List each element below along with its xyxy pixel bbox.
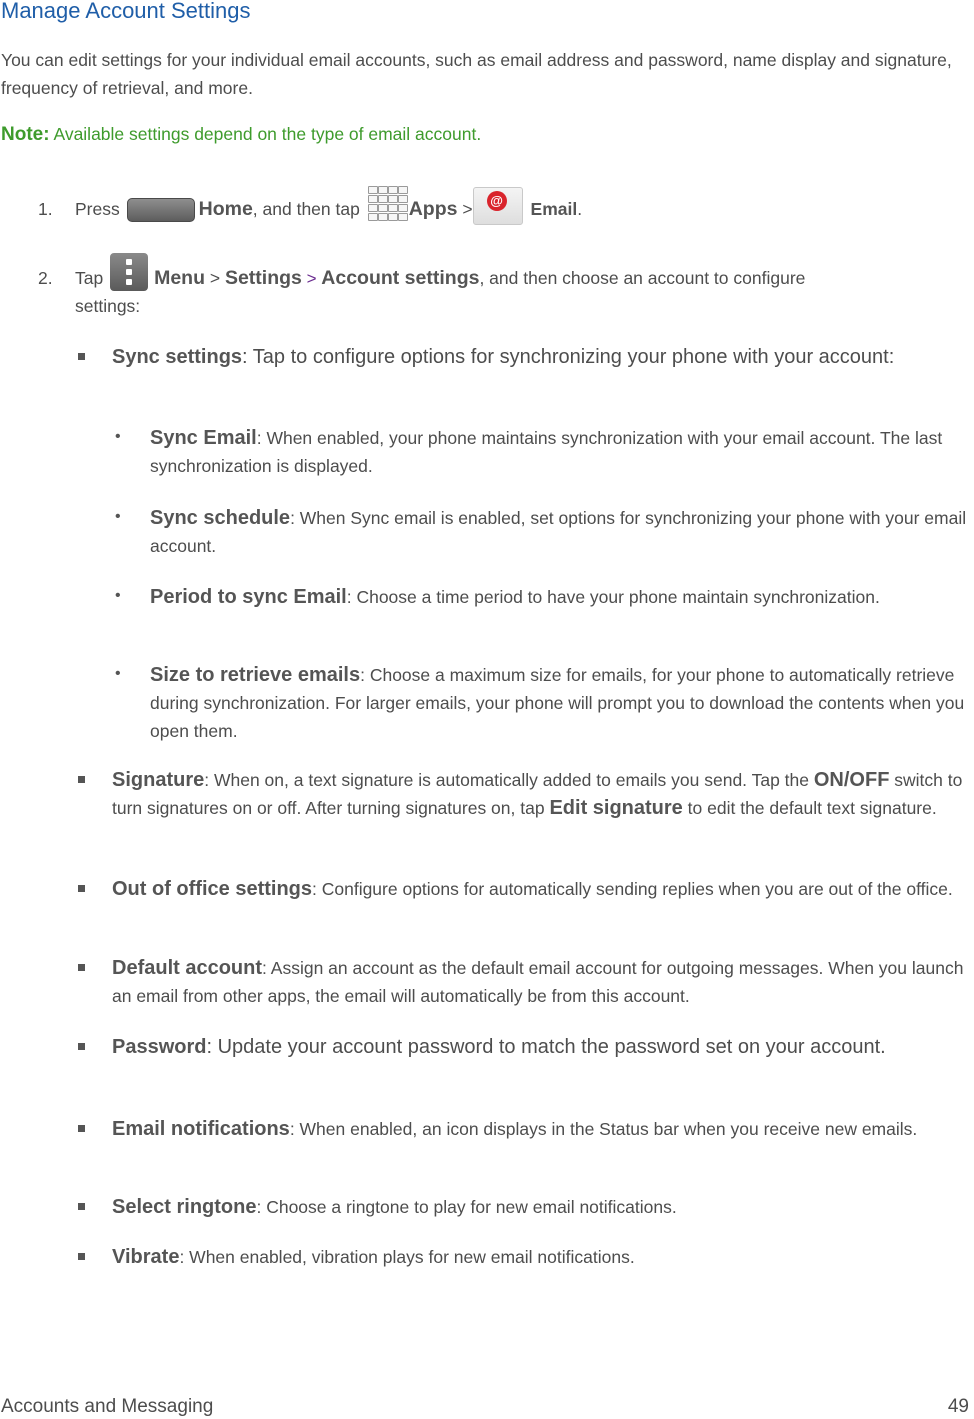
step-text-part: , and then tap xyxy=(252,199,365,219)
list-item-password xyxy=(112,1032,972,1062)
page-number: 49 xyxy=(947,1396,969,1417)
square-bullet xyxy=(78,1125,85,1132)
on-off-label: ON/OFF xyxy=(813,769,890,791)
bullet: • xyxy=(115,428,121,445)
square-bullet xyxy=(78,1203,85,1210)
list-item-signature xyxy=(112,766,972,822)
square-bullet xyxy=(78,353,85,360)
item-desc: : Configure options for automatically sending replies when you are out of the office. xyxy=(312,879,953,899)
item-desc: : When Sync email is enabled, set options for synchronizing your phone with your email account. xyxy=(150,508,967,556)
square-bullet xyxy=(78,776,85,783)
list-item-vibrate xyxy=(112,1243,972,1271)
item-desc: : When enabled, your phone maintains synchronization with your email account. The last synchronization is displayed. xyxy=(150,428,943,476)
note-label: Note: xyxy=(1,124,50,145)
step-text-part: Press xyxy=(75,199,125,219)
home-key-icon xyxy=(127,198,195,222)
note-text: Available settings depend on the type of email account. xyxy=(49,124,482,144)
item-name: Vibrate xyxy=(112,1246,180,1268)
item-name: Out of office settings xyxy=(112,878,312,900)
step-text-part: . xyxy=(577,199,583,219)
square-bullet xyxy=(78,1253,85,1260)
step-text-part: > xyxy=(457,199,473,219)
item-desc: : When on, a text signature is automatically added to emails you send. Tap the xyxy=(204,770,814,790)
note xyxy=(1,124,481,146)
settings-label: Settings xyxy=(224,267,302,289)
list-item-default-account xyxy=(112,954,972,1010)
step-text-continued: settings: xyxy=(75,296,141,316)
item-name: Sync schedule xyxy=(150,507,291,529)
list-item-period-to-sync xyxy=(150,583,972,611)
home-label: Home xyxy=(198,198,253,220)
bullet: • xyxy=(115,665,121,682)
step-text-part: Tap xyxy=(75,268,109,288)
step-text xyxy=(75,264,805,293)
item-name: Size to retrieve emails xyxy=(150,664,361,686)
item-desc: : Assign an account as the default email account for outgoing messages. When you launch an email from other apps, the email will automatically be from this account. xyxy=(112,958,964,1006)
list-item-sync-email xyxy=(150,424,972,480)
list-item-select-ringtone xyxy=(112,1193,972,1221)
item-name: Sync settings xyxy=(112,346,243,368)
list-item-email-notifications xyxy=(112,1115,972,1143)
item-desc: : Tap to configure options for synchronizing your phone with your account: xyxy=(242,346,895,368)
item-desc: : When enabled, an icon displays in the Status bar when you receive new emails. xyxy=(289,1119,918,1139)
item-name: Sync Email xyxy=(150,427,257,449)
intro-paragraph: You can edit settings for your individual email accounts, such as email address and password, name display and signature, frequency of retrieval, and more. xyxy=(1,50,952,98)
item-desc: : Choose a maximum size for emails, for your phone to automatically retrieve during synchronization. For larger emails, your phone will prompt you to download the contents when you open them. xyxy=(150,665,965,741)
menu-label: Menu xyxy=(154,267,205,289)
item-desc: : Update your account password to match the password set on your account. xyxy=(206,1036,886,1058)
apps-label: Apps xyxy=(408,198,458,220)
bullet: • xyxy=(115,508,121,525)
item-desc: switch to turn signatures on or off. After turning signatures on, tap xyxy=(112,770,963,818)
email-app-icon: @ xyxy=(473,187,523,225)
edit-signature-label: Edit signature xyxy=(549,797,683,819)
page-title: Manage Account Settings xyxy=(1,0,251,23)
step-text-part: , and then choose an account to configure xyxy=(479,268,806,288)
list-item-size-to-retrieve xyxy=(150,661,972,745)
step-number: 1. xyxy=(38,199,53,219)
square-bullet xyxy=(78,964,85,971)
email-label: Email xyxy=(530,199,578,219)
list-item-sync-schedule xyxy=(150,504,972,560)
item-desc: : When enabled, vibration plays for new email notifications. xyxy=(179,1247,635,1267)
menu-icon xyxy=(110,253,148,291)
step-text-part: > xyxy=(205,268,225,288)
item-desc: to edit the default text signature. xyxy=(682,798,937,818)
footer-section: Accounts and Messaging xyxy=(1,1396,214,1417)
item-name: Password xyxy=(112,1036,207,1058)
square-bullet xyxy=(78,1043,85,1050)
apps-grid-icon xyxy=(367,185,405,223)
item-name: Select ringtone xyxy=(112,1196,257,1218)
step-arrow: > xyxy=(301,269,322,288)
square-bullet xyxy=(78,885,85,892)
step-text xyxy=(75,195,582,225)
step-number: 2. xyxy=(38,268,53,288)
item-name: Default account xyxy=(112,957,263,979)
list-item-sync-settings xyxy=(112,342,972,372)
item-desc: : Choose a time period to have your phone maintain synchronization. xyxy=(346,587,880,607)
bullet: • xyxy=(115,587,121,604)
item-name: Period to sync Email xyxy=(150,586,347,608)
item-name: Signature xyxy=(112,769,205,791)
list-item-out-of-office xyxy=(112,875,972,903)
item-desc: : Choose a ringtone to play for new email notifications. xyxy=(256,1197,677,1217)
item-name: Email notifications xyxy=(112,1118,290,1140)
account-settings-label: Account settings xyxy=(321,267,480,289)
